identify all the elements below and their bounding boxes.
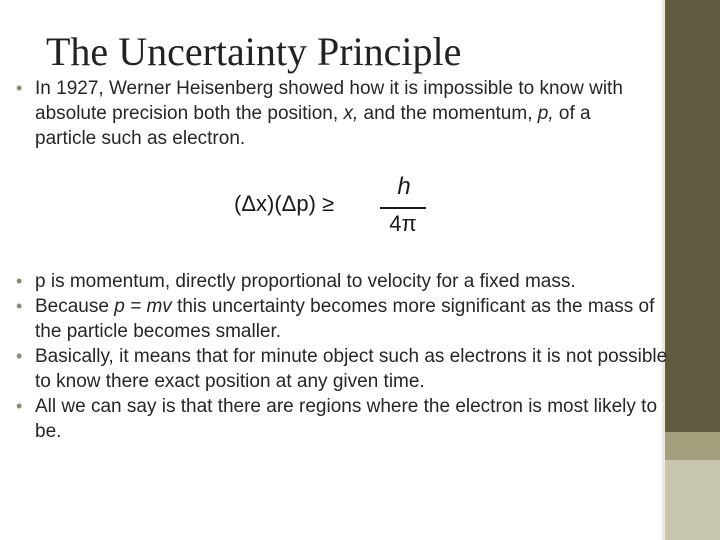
bullet-icon: • xyxy=(16,271,23,291)
formula-fraction-bar xyxy=(380,207,426,209)
intro-variable-x: x, xyxy=(343,103,359,124)
intro-text-2: and the momentum, xyxy=(358,103,538,124)
slide-title: The Uncertainty Principle xyxy=(46,29,462,74)
detail-bullet-list xyxy=(16,269,668,444)
bullet-icon: • xyxy=(16,346,23,366)
uncertainty-formula xyxy=(234,173,434,243)
bullet-text: All we can say is that there are regions where the electron is most likely to be. xyxy=(35,396,658,442)
list-item xyxy=(16,344,668,394)
bullet-text-pre: Because xyxy=(35,296,115,317)
bullet-text: Basically, it means that for minute object such as electrons it is not possible to know there exact position at any given time. xyxy=(35,346,668,392)
bullet-text: p is momentum, directly proportional to velocity for a fixed mass. xyxy=(35,271,576,292)
formula-left-side: (Δx)(Δp) ≥ xyxy=(234,191,335,216)
side-strip-bottom-segment xyxy=(665,460,720,540)
bullet-equation: p = mv xyxy=(114,296,172,317)
bullet-icon: • xyxy=(16,296,23,316)
list-item xyxy=(16,269,668,294)
intro-text-1: In 1927, Werner Heisenberg showed how it is impossible to know with absolute precision both the position, xyxy=(35,78,623,124)
intro-text-3: of a particle such as electron. xyxy=(35,103,591,149)
formula-numerator: h xyxy=(397,173,411,200)
bullet-text-post: this uncertainty becomes more significant as the mass of the particle becomes smaller. xyxy=(35,296,655,342)
side-strip-middle-segment xyxy=(665,432,720,460)
bullet-icon: • xyxy=(16,396,23,416)
intro-bullet-item xyxy=(16,76,646,151)
list-item xyxy=(16,394,668,444)
intro-variable-p: p, xyxy=(537,103,554,124)
list-item xyxy=(16,294,668,344)
bullet-icon: • xyxy=(16,78,23,98)
formula-denominator: 4π xyxy=(389,211,417,236)
intro-bullet-list xyxy=(16,76,646,151)
decorative-side-strip xyxy=(665,0,720,540)
side-strip-top-segment xyxy=(665,0,720,432)
